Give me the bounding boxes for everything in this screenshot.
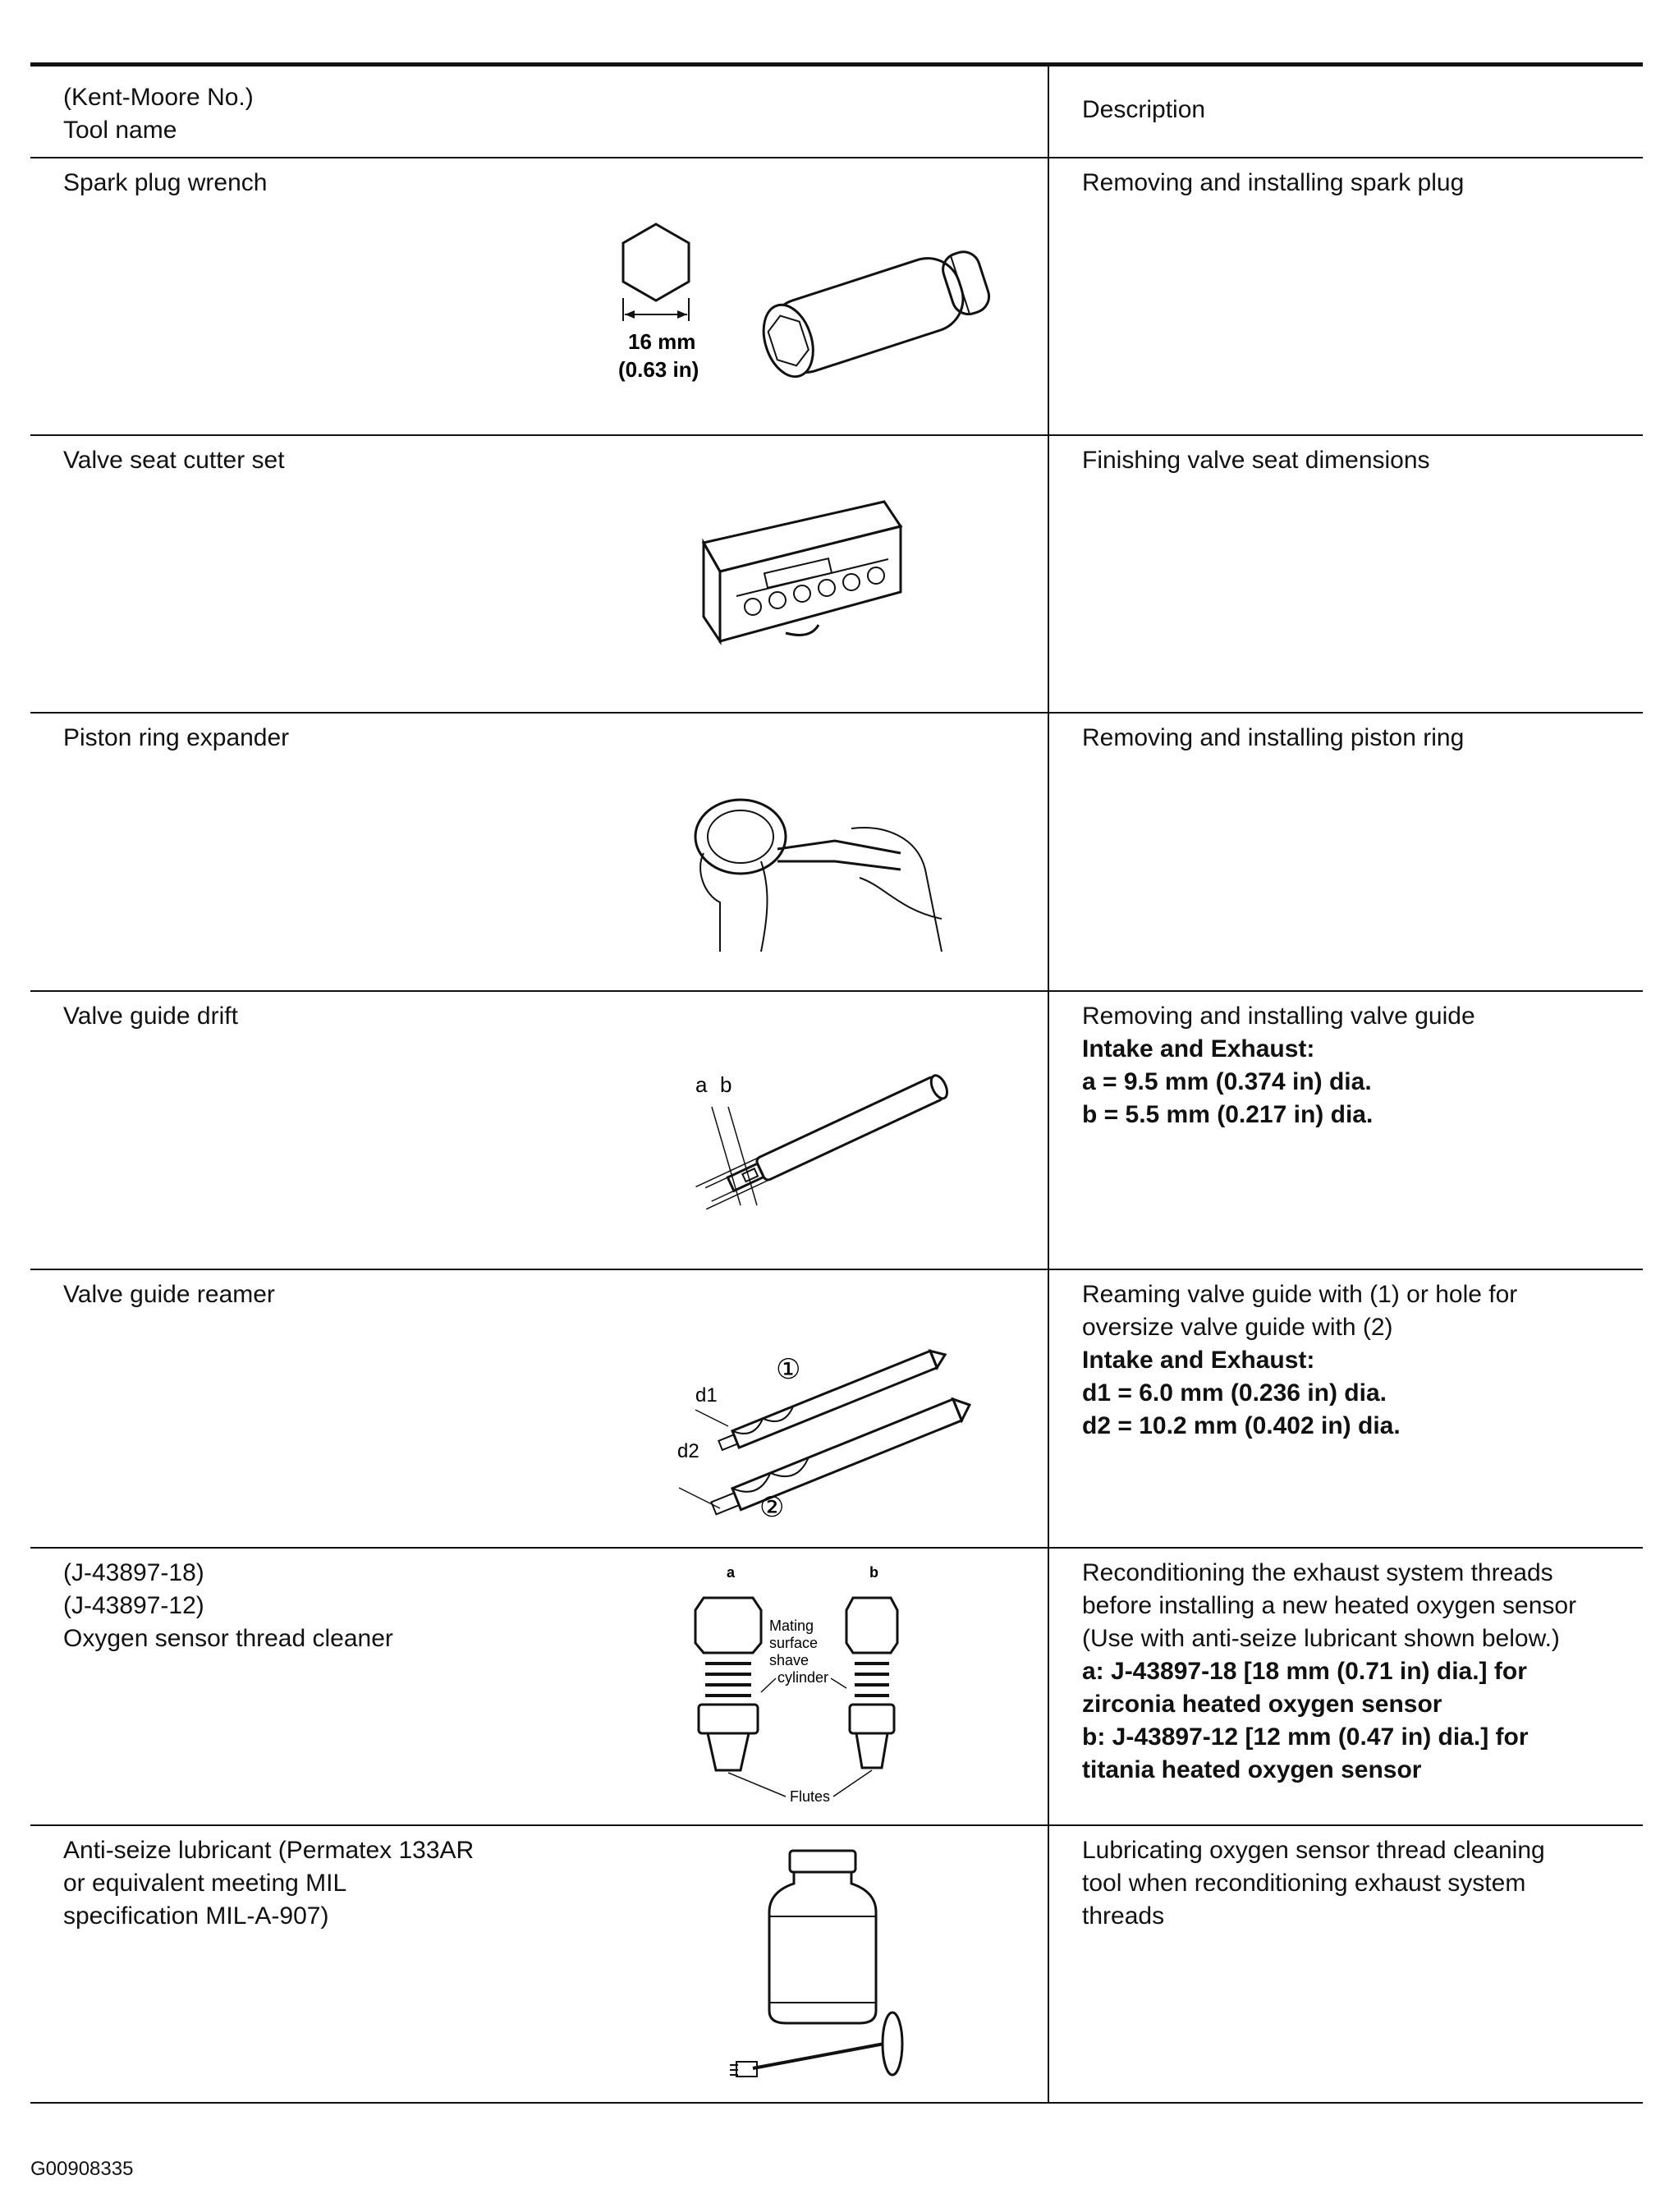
header-tool-name: (Kent-Moore No.) Tool name xyxy=(30,65,1048,158)
tool-name: Valve guide reamer xyxy=(63,1280,275,1308)
tool-name: Spark plug wrench xyxy=(63,168,268,196)
size-label-mm: 16 mm xyxy=(628,328,696,354)
tool-cell xyxy=(30,991,1048,1269)
description-cell: Removing and installing valve guide Intake and Exhaust: a = 9.5 mm (0.374 in) dia. b = 5.5 mm (0.217 in) dia. xyxy=(1082,1002,1475,1128)
drift-label-b: b xyxy=(720,1072,732,1097)
reamer-label-d1: d1 xyxy=(695,1384,718,1407)
piston-ring-expander-illustration xyxy=(671,779,950,960)
tool-table xyxy=(30,62,1643,2104)
drift-label-a: a xyxy=(695,1072,708,1097)
valve-guide-drift-illustration xyxy=(679,1041,975,1230)
cleaner-label-b: b xyxy=(869,1563,878,1581)
description-cell: Lubricating oxygen sensor thread cleaning tool when reconditioning exhaust system threads xyxy=(1082,1836,1545,1930)
reamer-label-1: ① xyxy=(776,1353,801,1385)
reamer-label-2: ② xyxy=(759,1491,785,1523)
tool-cell xyxy=(30,1269,1048,1548)
tool-name: (J-43897-18) (J-43897-12) Oxygen sensor thread cleaner xyxy=(63,1558,393,1652)
special-tools-document xyxy=(30,62,1643,2104)
valve-guide-reamer-illustration xyxy=(663,1319,975,1525)
table-row xyxy=(30,1548,1643,1825)
tool-cell xyxy=(30,435,1048,713)
cleaner-label-flutes: Flutes xyxy=(790,1787,831,1805)
tool-name: Valve guide drift xyxy=(63,1002,238,1030)
cleaner-label-shave: shave xyxy=(769,1651,809,1668)
table-header-row xyxy=(30,65,1643,158)
oxygen-sensor-thread-cleaner-illustration xyxy=(671,1561,942,1815)
header-description: Description xyxy=(1082,96,1206,123)
tool-cell xyxy=(30,1548,1048,1825)
table-row xyxy=(30,713,1643,991)
cleaner-label-mating: Mating xyxy=(769,1617,814,1634)
description-cell: Reconditioning the exhaust system threads before installing a new heated oxygen sensor (Use with anti-seize lubricant shown below.) a: J-43897-18 [18 mm (0.71 in) dia.] for zirconia heated oxygen sensor b: J-43897-12 [12 mm (0.47 in) dia.] for titania heated oxygen sensor xyxy=(1082,1558,1577,1783)
tool-cell xyxy=(30,158,1048,435)
tool-name: Anti-seize lubricant (Permatex 133AR or equivalent meeting MIL specification MIL-A-907) xyxy=(63,1836,475,1930)
cleaner-label-surface: surface xyxy=(769,1634,819,1651)
table-row xyxy=(30,435,1643,713)
valve-seat-cutter-set-illustration xyxy=(687,493,933,674)
spark-plug-wrench-illustration xyxy=(589,216,1048,413)
table-row xyxy=(30,158,1643,435)
description-cell: Removing and installing spark plug xyxy=(1082,168,1465,196)
table-row xyxy=(30,1825,1643,2103)
description-cell: Finishing valve seat dimensions xyxy=(1082,446,1430,474)
anti-seize-lubricant-bottle-illustration xyxy=(720,1847,950,2093)
size-label-in: (0.63 in) xyxy=(618,356,699,382)
tool-name: Piston ring expander xyxy=(63,723,290,751)
tool-cell xyxy=(30,1825,1048,2103)
description-cell: Reaming valve guide with (1) or hole for oversize valve guide with (2) Intake and Exhaust: d1 = 6.0 mm (0.236 in) dia. d2 = 10.2 mm (0.402 in) dia. xyxy=(1082,1280,1518,1439)
document-code: G00908335 xyxy=(30,2158,134,2180)
reamer-label-d2: d2 xyxy=(677,1439,699,1462)
cleaner-label-cylinder: cylinder xyxy=(777,1668,829,1686)
cleaner-label-a: a xyxy=(727,1563,736,1581)
tool-cell xyxy=(30,713,1048,991)
table-row xyxy=(30,991,1643,1269)
tool-name: Valve seat cutter set xyxy=(63,446,285,474)
table-row xyxy=(30,1269,1643,1548)
description-cell: Removing and installing piston ring xyxy=(1082,723,1465,751)
